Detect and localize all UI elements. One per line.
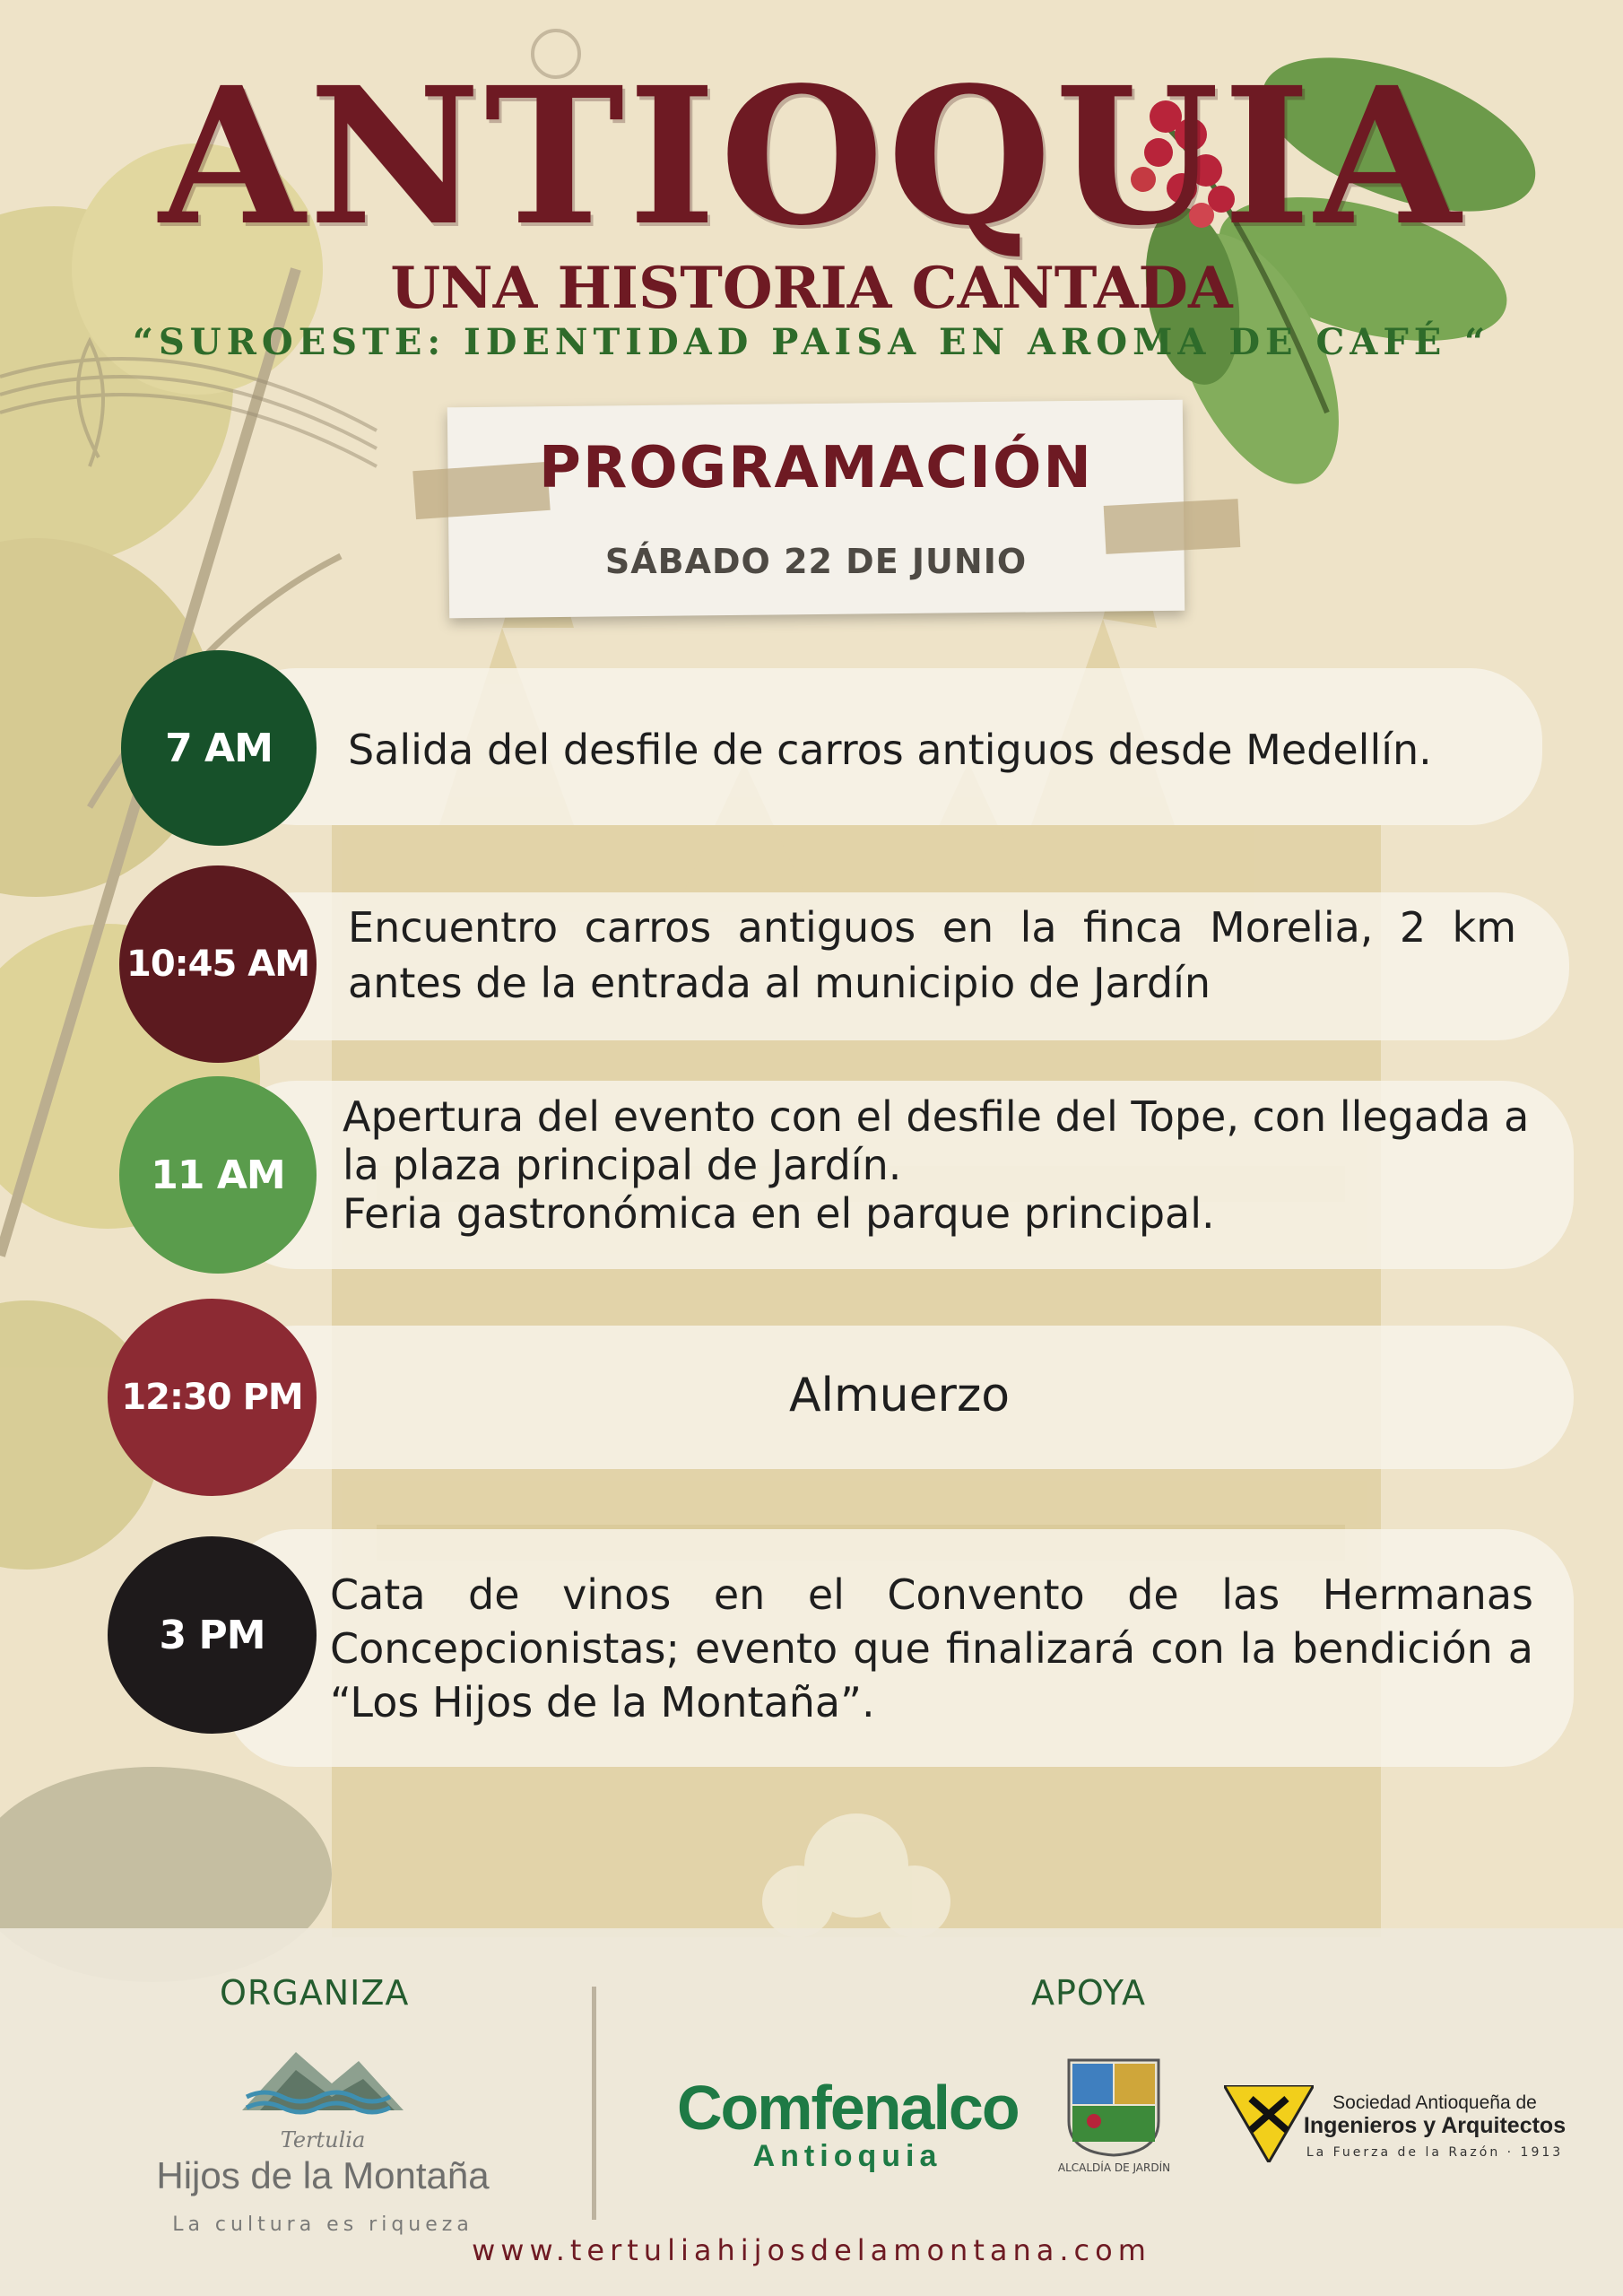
apoya-heading: APOYA	[1031, 1973, 1146, 2013]
event-subtitle: UNA HISTORIA CANTADA	[390, 255, 1233, 322]
organizer-tagline: La cultura es riqueza	[172, 2213, 473, 2236]
organizer-small-label: Tertulia	[280, 2127, 366, 2152]
organizer-name: Hijos de la Montaña	[156, 2154, 490, 2196]
program-date: SÁBADO 22 DE JUNIO	[604, 542, 1028, 581]
event-description: Cata de vinos en el Convento de las Hermanas Concepcionistas; evento que finalizará con la bendición a “Los Hijos de la Montaña”.	[330, 1570, 1533, 1726]
comfenalco-sub: Antioquia	[752, 2139, 942, 2173]
event-description: Salida del desfile de carros antiguos desde Medellín.	[348, 726, 1432, 774]
time-badge: 10:45 AM	[119, 865, 317, 1063]
mountain-logo-icon	[242, 2043, 404, 2124]
time-badge: 11 AM	[119, 1076, 317, 1274]
organiza-heading: ORGANIZA	[220, 1973, 410, 2013]
event-title: ANTIOQUIA	[159, 46, 1464, 267]
event-tagline: “SUROESTE: IDENTIDAD PAISA EN AROMA DE CAFÉ “	[132, 321, 1491, 363]
alcaldia-shield-icon	[1067, 2058, 1160, 2157]
program-title: PROGRAMACIÓN	[539, 435, 1093, 501]
comfenalco-logo: Comfenalco	[677, 2073, 1019, 2143]
event-description: Encuentro carros antiguos en la finca Morelia, 2 km antes de la entrada al municipio de Jardín	[348, 903, 1516, 1007]
program-card	[447, 400, 1185, 619]
event-description	[343, 1092, 1544, 1238]
event-description-line: Feria gastronómica en el parque principal.	[343, 1189, 1215, 1238]
sai-line3: La Fuerza de la Razón · 1913	[1306, 2145, 1564, 2160]
website-link[interactable]: www.tertuliahijosdelamontana.com	[472, 2233, 1151, 2267]
sai-line2: Ingenieros y Arquitectos	[1303, 2113, 1567, 2138]
event-description-line: Apertura del evento con el desfile del Tope, con llegada a la plaza principal de Jardín.	[343, 1092, 1530, 1189]
time-badge: 3 PM	[108, 1536, 317, 1734]
time-badge: 12:30 PM	[108, 1299, 317, 1496]
event-description: Almuerzo	[788, 1369, 1011, 1422]
sai-line1: Sociedad Antioqueña de	[1332, 2092, 1537, 2113]
time-badge: 7 AM	[121, 650, 317, 846]
alcaldia-label: ALCALDÍA DE JARDÍN	[1057, 2161, 1171, 2174]
footer-divider	[592, 1987, 596, 2220]
